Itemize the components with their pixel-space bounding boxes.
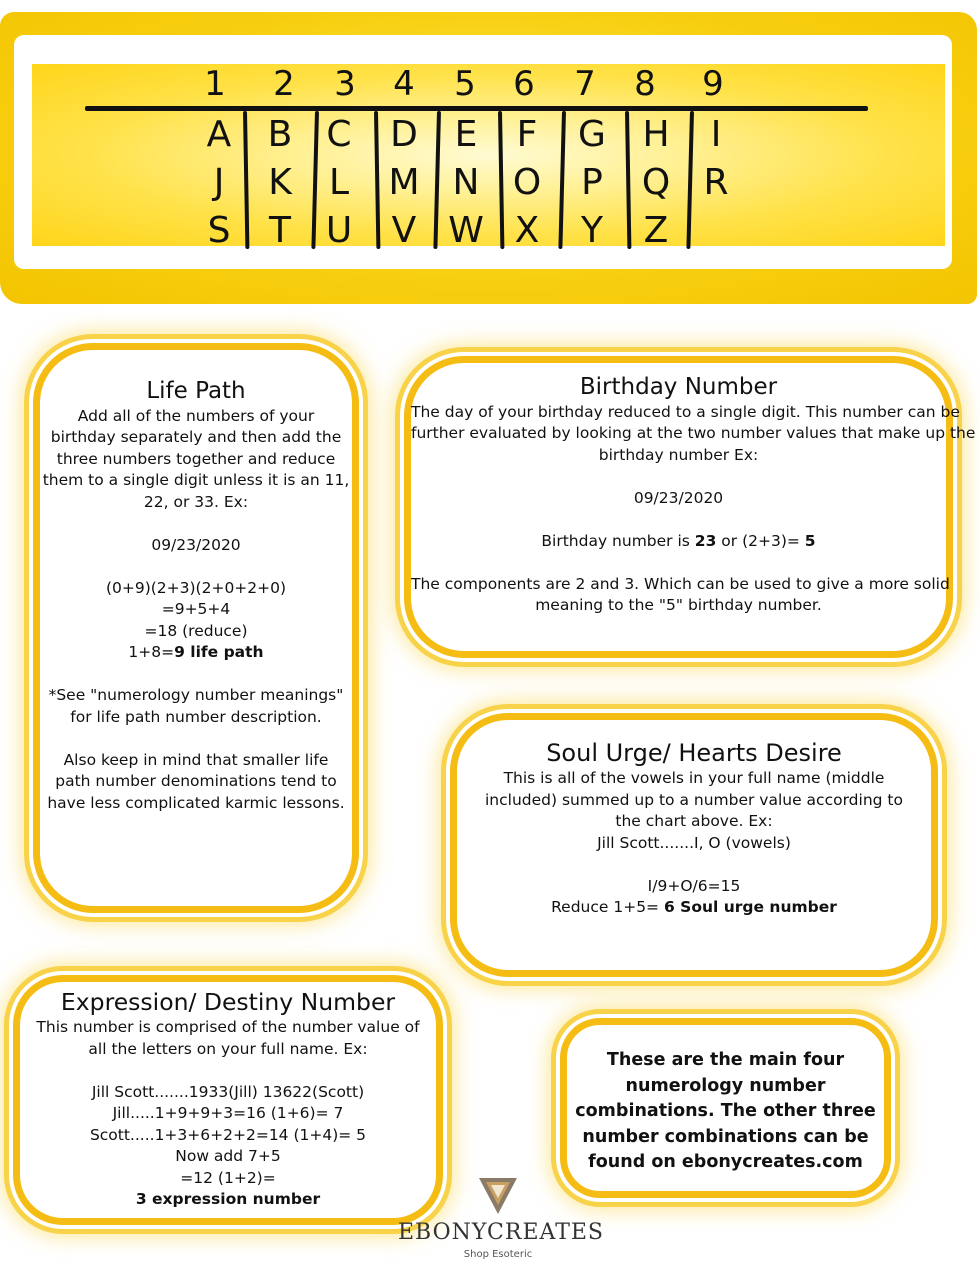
main-four-note-card xyxy=(560,1018,891,1198)
chart-letter: I xyxy=(710,114,722,155)
expression-line: =12 (1+2)= xyxy=(180,1168,276,1187)
life-path-line xyxy=(40,513,352,535)
chart-letter: E xyxy=(454,114,478,155)
expression-line: Scott.....1+3+6+2+2=14 (1+4)= 5 xyxy=(89,1125,367,1144)
chart-number: 4 xyxy=(393,64,415,104)
birthday-line: The day of your birthday reduced to a single digit. This number can be xyxy=(411,402,960,421)
note-body xyxy=(567,1025,884,1176)
birthday-line: birthday number Ex: xyxy=(598,445,759,464)
birthday-line xyxy=(411,466,946,488)
expression-line xyxy=(20,1060,436,1082)
life-path-body xyxy=(40,406,352,815)
chart-letter: D xyxy=(390,114,418,155)
chart-letter: T xyxy=(269,210,291,251)
life-path-line: birthday separately and then add the xyxy=(50,428,342,447)
birthday-result-reduced: 5 xyxy=(804,531,816,550)
chart-number: 5 xyxy=(454,64,476,104)
chart-number: 2 xyxy=(273,64,295,104)
soul-urge-title: Soul Urge/ Hearts Desire xyxy=(546,739,842,767)
chart-letter: W xyxy=(448,210,484,251)
expression-body xyxy=(20,1017,436,1211)
chart-letter: G xyxy=(578,114,606,155)
life-path-line: three numbers together and reduce xyxy=(56,449,336,468)
chart-letter: Y xyxy=(581,210,603,251)
birthday-result-prefix: Birthday number is xyxy=(541,531,695,550)
birthday-title: Birthday Number xyxy=(579,374,778,400)
chart-letter: F xyxy=(516,114,538,155)
note-line: These are the main four xyxy=(606,1050,845,1070)
birthday-result-number: 23 xyxy=(694,531,717,550)
chart-letter: U xyxy=(325,210,353,251)
triangle-logo-icon xyxy=(477,1174,519,1216)
life-path-note: have less complicated karmic lessons. xyxy=(47,793,345,812)
soul-urge-line xyxy=(457,854,931,876)
birthday-note xyxy=(411,552,946,574)
birthday-number-card xyxy=(404,356,976,658)
expression-line: all the letters on your full name. Ex: xyxy=(88,1039,368,1058)
chart-letter: Q xyxy=(641,162,671,203)
chart-letter: J xyxy=(213,162,225,203)
note-line: combinations. The other three xyxy=(575,1101,876,1121)
life-path-note: for life path number description. xyxy=(70,707,322,726)
chart-letter: M xyxy=(388,162,420,203)
life-path-calc: =9+5+4 xyxy=(161,600,231,619)
soul-urge-line: included) summed up to a number value according to xyxy=(485,790,903,809)
chart-letter: K xyxy=(268,162,292,203)
expression-result xyxy=(20,1189,436,1211)
life-path-date: 09/23/2020 xyxy=(151,535,241,554)
life-path-line: 22, or 33. Ex: xyxy=(143,492,249,511)
life-path-calc: (0+9)(2+3)(2+0+2+0) xyxy=(105,578,287,597)
chart-letter: R xyxy=(703,162,729,203)
expression-line: Now add 7+5 xyxy=(175,1147,281,1166)
expression-destiny-card xyxy=(13,975,443,1225)
chart-letter: V xyxy=(391,210,417,251)
chart-rule-line xyxy=(85,106,868,111)
soul-urge-result-value: 6 Soul urge number xyxy=(663,898,837,916)
life-path-note: *See "numerology number meanings" xyxy=(48,686,344,705)
chart-letter: X xyxy=(514,210,540,251)
expression-line: This number is comprised of the number value of xyxy=(36,1018,420,1037)
life-path-note xyxy=(40,728,352,750)
soul-urge-result-prefix: Reduce 1+5= xyxy=(551,898,664,916)
soul-urge-line: the chart above. Ex: xyxy=(615,812,773,830)
note-line: number combinations can be xyxy=(582,1126,869,1147)
ebonycreates-logo xyxy=(398,1172,605,1267)
birthday-body xyxy=(411,402,976,617)
life-path-result xyxy=(40,642,352,664)
soul-urge-line: Jill Scott.......I, O (vowels) xyxy=(597,833,791,852)
soul-urge-line: This is all of the vowels in your full name (middle xyxy=(503,769,885,787)
birthday-line: further evaluated by looking at the two number values that make up the xyxy=(411,424,976,443)
soul-urge-calc: I/9+O/6=15 xyxy=(647,876,741,895)
life-path-line: them to a single digit unless it is an 11, xyxy=(42,471,350,490)
brand-tagline: Shop Esoteric xyxy=(463,1249,533,1260)
life-path-note: Also keep in mind that smaller life xyxy=(63,750,329,769)
life-path-result-prefix: 1+8= xyxy=(128,643,175,662)
chart-number: 9 xyxy=(702,64,724,104)
life-path-result-value: 9 life path xyxy=(174,643,264,662)
chart-letter: O xyxy=(512,162,542,203)
birthday-note: The components are 2 and 3. Which can be used to give a more solid xyxy=(411,574,950,593)
birthday-date: 09/23/2020 xyxy=(633,488,724,507)
life-path-line xyxy=(40,556,352,578)
birthday-line xyxy=(411,509,946,531)
expression-title: Expression/ Destiny Number xyxy=(60,988,396,1016)
chart-number: 1 xyxy=(204,64,226,104)
chart-letter: H xyxy=(642,114,670,155)
life-path-calc: =18 (reduce) xyxy=(144,621,248,640)
chart-number: 3 xyxy=(334,64,356,104)
expression-line: Jill.....1+9+9+3=16 (1+6)= 7 xyxy=(112,1104,344,1123)
soul-urge-body xyxy=(457,768,931,919)
note-line: found on ebonycreates.com xyxy=(588,1152,863,1172)
chart-letter: A xyxy=(206,114,232,155)
life-path-card xyxy=(33,343,359,913)
chart-letter: L xyxy=(328,162,350,203)
expression-line: Jill Scott.......1933(Jill) 13622(Scott) xyxy=(91,1082,365,1101)
birthday-note: meaning to the "5" birthday number. xyxy=(535,596,822,615)
chart-letter: P xyxy=(581,162,603,203)
birthday-result-middle: or (2+3)= xyxy=(716,531,805,550)
birthday-result xyxy=(411,531,946,553)
note-line: numerology number xyxy=(625,1075,826,1096)
chart-letter: B xyxy=(267,114,293,155)
chart-number: 8 xyxy=(634,64,656,104)
chart-letter: S xyxy=(207,210,231,251)
expression-result-value: 3 expression number xyxy=(135,1190,321,1209)
chart-letter: C xyxy=(326,114,352,155)
life-path-note: path number denominations tend to xyxy=(55,772,337,791)
brand-name: EBONYCREATES xyxy=(398,1220,605,1245)
life-path-title: Life Path xyxy=(146,378,246,404)
chart-number: 7 xyxy=(574,64,596,104)
numerology-chart-panel xyxy=(32,64,945,246)
soul-urge-card xyxy=(450,713,938,977)
soul-urge-result xyxy=(457,897,931,919)
chart-letter: N xyxy=(452,162,480,203)
life-path-note xyxy=(40,664,352,686)
chart-letter: Z xyxy=(643,210,669,251)
chart-number: 6 xyxy=(513,64,535,104)
life-path-line: Add all of the numbers of your xyxy=(77,406,315,425)
